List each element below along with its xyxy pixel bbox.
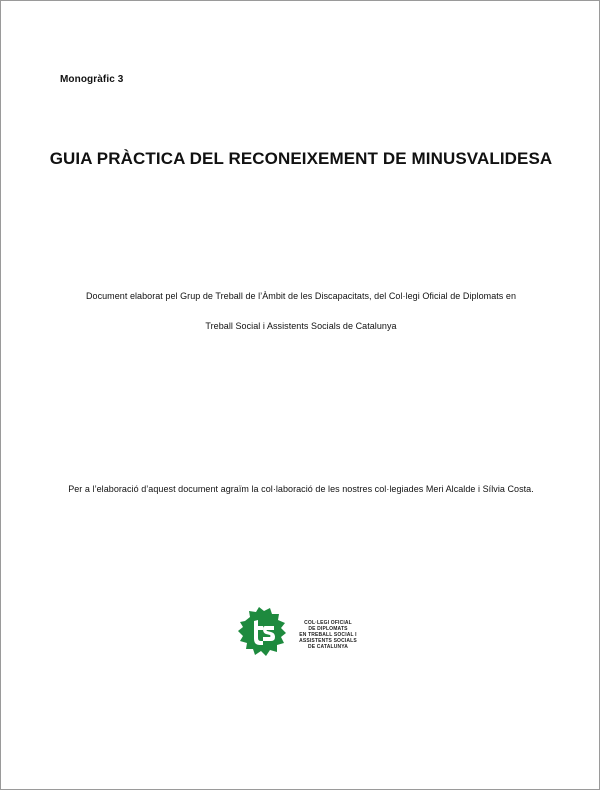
series-label: Monogràfic 3: [60, 74, 124, 85]
description-line-2: Treball Social i Assistents Socials de Catalunya: [205, 321, 397, 331]
college-logo: [237, 607, 367, 657]
logo-text-line: DE CATALUNYA: [307, 644, 349, 650]
logo-text-line: COL·LEGI OFICIAL: [304, 620, 352, 626]
logo-text-line: ASSISTENTS SOCIALS: [299, 638, 357, 644]
logo-text-line: DE DIPLOMATS: [308, 626, 348, 632]
ts-emblem-icon: [237, 607, 287, 657]
logo-text-block: [287, 620, 369, 650]
acknowledgement-text: Per a l’elaboració d’aquest document agraïm la col·laboració de les nostres col·legiades Meri Alcalde i Sílvia Costa.: [68, 484, 534, 494]
document-title: GUIA PRÀCTICA DEL RECONEIXEMENT DE MINUSVALIDESA: [49, 149, 553, 168]
logo-text-line: EN TREBALL SOCIAL I: [299, 632, 357, 638]
description-line-1: Document elaborat pel Grup de Treball de l’Àmbit de les Discapacitats, del Col·legi Oficial de Diplomats en: [85, 291, 517, 301]
